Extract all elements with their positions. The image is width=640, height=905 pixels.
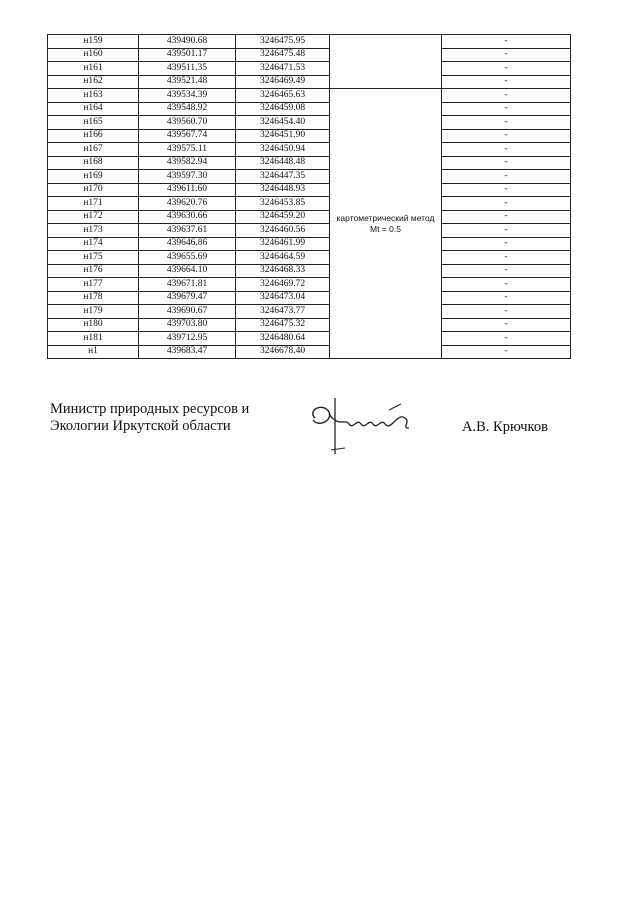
note-cell: - (442, 237, 571, 251)
point-label: н169 (48, 170, 139, 184)
signatory-title-line-2: Экологии Иркутской области (50, 418, 231, 434)
note-cell: - (442, 210, 571, 224)
x-coordinate: 439597.30 (139, 170, 236, 184)
table-row (48, 197, 571, 211)
y-coordinate: 3246461.99 (236, 237, 330, 251)
note-cell: - (442, 251, 571, 265)
note-cell: - (442, 129, 571, 143)
y-coordinate: 3246678.40 (236, 345, 330, 359)
note-cell: - (442, 62, 571, 76)
note-cell: - (442, 345, 571, 359)
note-cell: - (442, 75, 571, 89)
note-cell: - (442, 156, 571, 170)
y-coordinate: 3246460.56 (236, 224, 330, 238)
point-label: н172 (48, 210, 139, 224)
table-row (48, 170, 571, 184)
table-row (48, 75, 571, 89)
table-row (48, 210, 571, 224)
y-coordinate: 3246475.32 (236, 318, 330, 332)
y-coordinate: 3246469.72 (236, 278, 330, 292)
x-coordinate: 439690.67 (139, 305, 236, 319)
x-coordinate: 439560.70 (139, 116, 236, 130)
point-label: н164 (48, 102, 139, 116)
point-label: н159 (48, 35, 139, 49)
point-label: н166 (48, 129, 139, 143)
y-coordinate: 3246469.49 (236, 75, 330, 89)
note-cell: - (442, 197, 571, 211)
table-row (48, 291, 571, 305)
method-cell-continued (330, 35, 442, 89)
x-coordinate: 439567.74 (139, 129, 236, 143)
x-coordinate: 439671.81 (139, 278, 236, 292)
note-cell: - (442, 35, 571, 49)
note-cell: - (442, 264, 571, 278)
handwritten-signature (305, 388, 425, 460)
point-label: н177 (48, 278, 139, 292)
x-coordinate: 439521.48 (139, 75, 236, 89)
x-coordinate: 439646.86 (139, 237, 236, 251)
signatory-title-line-1: Министр природных ресурсов и (50, 401, 250, 417)
point-label: н174 (48, 237, 139, 251)
x-coordinate: 439712.95 (139, 332, 236, 346)
point-label: н160 (48, 48, 139, 62)
y-coordinate: 3246450.94 (236, 143, 330, 157)
point-label: н179 (48, 305, 139, 319)
table-row (48, 183, 571, 197)
table-row (48, 264, 571, 278)
table-row (48, 143, 571, 157)
note-cell: - (442, 278, 571, 292)
point-label: н167 (48, 143, 139, 157)
table-row (48, 318, 571, 332)
y-coordinate: 3246473.04 (236, 291, 330, 305)
x-coordinate: 439490.68 (139, 35, 236, 49)
note-cell: - (442, 89, 571, 103)
x-coordinate: 439611.60 (139, 183, 236, 197)
table-row (48, 345, 571, 359)
note-cell: - (442, 143, 571, 157)
x-coordinate: 439683.47 (139, 345, 236, 359)
y-coordinate: 3246459.20 (236, 210, 330, 224)
note-cell: - (442, 318, 571, 332)
y-coordinate: 3246465.63 (236, 89, 330, 103)
table-row (48, 35, 571, 49)
point-label: н170 (48, 183, 139, 197)
table-row (48, 116, 571, 130)
y-coordinate: 3246448.93 (236, 183, 330, 197)
note-cell: - (442, 116, 571, 130)
y-coordinate: 3246475.95 (236, 35, 330, 49)
y-coordinate: 3246454.40 (236, 116, 330, 130)
note-cell: - (442, 305, 571, 319)
point-label: н173 (48, 224, 139, 238)
x-coordinate: 439501.17 (139, 48, 236, 62)
table-row (48, 89, 571, 103)
table-row (48, 156, 571, 170)
y-coordinate: 3246471.53 (236, 62, 330, 76)
point-label: н162 (48, 75, 139, 89)
x-coordinate: 439637.61 (139, 224, 236, 238)
signatory-title (50, 401, 249, 435)
point-label: н1 (48, 345, 139, 359)
table-body (48, 35, 571, 359)
x-coordinate: 439582.94 (139, 156, 236, 170)
point-label: н180 (48, 318, 139, 332)
point-label: н178 (48, 291, 139, 305)
point-label: н171 (48, 197, 139, 211)
x-coordinate: 439548.92 (139, 102, 236, 116)
point-label: н168 (48, 156, 139, 170)
table-row (48, 129, 571, 143)
x-coordinate: 439575.11 (139, 143, 236, 157)
point-label: н181 (48, 332, 139, 346)
y-coordinate: 3246468.33 (236, 264, 330, 278)
y-coordinate: 3246473.77 (236, 305, 330, 319)
table-row (48, 251, 571, 265)
table-row (48, 102, 571, 116)
note-cell: - (442, 224, 571, 238)
y-coordinate: 3246447.35 (236, 170, 330, 184)
table-row (48, 305, 571, 319)
y-coordinate: 3246459.08 (236, 102, 330, 116)
note-cell: - (442, 332, 571, 346)
x-coordinate: 439679.47 (139, 291, 236, 305)
table-row (48, 332, 571, 346)
y-coordinate: 3246480.64 (236, 332, 330, 346)
note-cell: - (442, 183, 571, 197)
method-cell: картометрический метод Mt = 0.5 (330, 89, 442, 359)
x-coordinate: 439664.10 (139, 264, 236, 278)
note-cell: - (442, 291, 571, 305)
y-coordinate: 3246464.59 (236, 251, 330, 265)
table-row (48, 62, 571, 76)
x-coordinate: 439655.69 (139, 251, 236, 265)
y-coordinate: 3246451.90 (236, 129, 330, 143)
signatory-name: А.В. Крючков (462, 419, 548, 435)
table-row (48, 278, 571, 292)
point-label: н161 (48, 62, 139, 76)
table-row (48, 237, 571, 251)
coordinates-table (47, 34, 571, 359)
note-cell: - (442, 170, 571, 184)
x-coordinate: 439620.76 (139, 197, 236, 211)
y-coordinate: 3246453.85 (236, 197, 330, 211)
note-cell: - (442, 102, 571, 116)
note-cell: - (442, 48, 571, 62)
x-coordinate: 439703.80 (139, 318, 236, 332)
point-label: н163 (48, 89, 139, 103)
x-coordinate: 439630.66 (139, 210, 236, 224)
x-coordinate: 439534.39 (139, 89, 236, 103)
point-label: н165 (48, 116, 139, 130)
point-label: н175 (48, 251, 139, 265)
y-coordinate: 3246475.48 (236, 48, 330, 62)
x-coordinate: 439511.35 (139, 62, 236, 76)
table-row (48, 48, 571, 62)
point-label: н176 (48, 264, 139, 278)
y-coordinate: 3246448.48 (236, 156, 330, 170)
table-row (48, 224, 571, 238)
